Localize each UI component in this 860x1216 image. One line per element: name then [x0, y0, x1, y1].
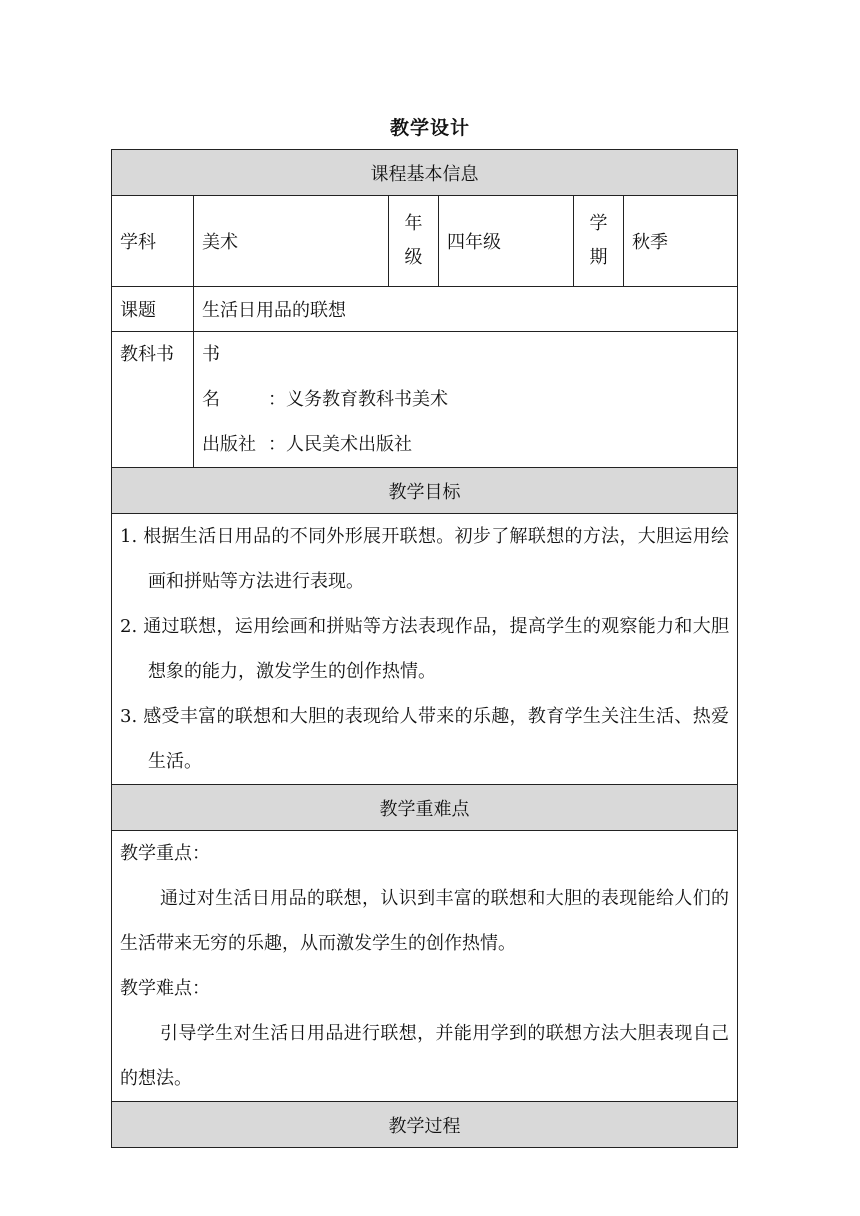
book-name-key: 书名	[202, 344, 244, 410]
section-header-goals: 教学目标	[112, 468, 738, 514]
section-header-row	[112, 785, 738, 831]
book-name-line	[202, 332, 729, 422]
term-value: 秋季	[624, 196, 738, 287]
focus-label: 教学重点：	[120, 843, 210, 864]
topic-value: 生活日用品的联想	[194, 287, 738, 332]
subject-value: 美术	[194, 196, 389, 287]
publisher-key: 出版社	[202, 434, 256, 455]
grade-value: 四年级	[439, 196, 574, 287]
focus-text: 通过对生活日用品的联想，认识到丰富的联想和大胆的表现能给人们的生活带来无穷的乐趣，从而激发学生的创作热情。	[120, 888, 730, 954]
section-header-row	[112, 468, 738, 514]
section-header-key-points: 教学重难点	[112, 785, 738, 831]
grade-label-line-1: 年	[404, 213, 423, 234]
goal-item: 1. 根据生活日用品的不同外形展开联想。初步了解联想的方法，大胆运用绘画和拼贴等方法进行表现。	[120, 526, 730, 592]
lesson-plan-table	[111, 149, 738, 1148]
goals-row	[112, 514, 738, 785]
goal-item: 3. 感受丰富的联想和大胆的表现给人带来的乐趣，教育学生关注生活、热爱生活。	[120, 706, 730, 772]
section-header-row	[112, 150, 738, 196]
section-header-row	[112, 1102, 738, 1148]
grade-label-line-2: 级	[404, 247, 423, 268]
key-points-content	[112, 831, 738, 1102]
publisher-line	[202, 422, 729, 467]
document-title: 教学设计	[389, 117, 470, 139]
goals-list	[112, 514, 738, 785]
term-label	[574, 196, 624, 287]
term-label-line-1: 学	[589, 213, 608, 234]
difficulty-label: 教学难点：	[120, 978, 210, 999]
section-header-process: 教学过程	[112, 1102, 738, 1148]
difficulty-text: 引导学生对生活日用品进行联想，并能用学到的联想方法大胆表现自己的想法。	[120, 1023, 730, 1089]
term-label-line-2: 期	[589, 247, 608, 268]
goal-item: 2. 通过联想，运用绘画和拼贴等方法表现作品，提高学生的观察能力和大胆想象的能力，激发学生的创作热情。	[120, 616, 730, 682]
subject-label: 学科	[112, 196, 194, 287]
grade-label	[389, 196, 439, 287]
topic-row	[112, 287, 738, 332]
textbook-info	[194, 332, 738, 468]
textbook-label: 教科书	[112, 332, 194, 468]
textbook-row	[112, 332, 738, 468]
publisher-value: ：人民美术出版社	[268, 434, 412, 455]
topic-label: 课题	[112, 287, 194, 332]
key-points-row	[112, 831, 738, 1102]
book-name-value: ：义务教育教科书美术	[268, 389, 448, 410]
section-header-basic-info: 课程基本信息	[112, 150, 738, 196]
subject-grade-term-row	[112, 196, 738, 287]
